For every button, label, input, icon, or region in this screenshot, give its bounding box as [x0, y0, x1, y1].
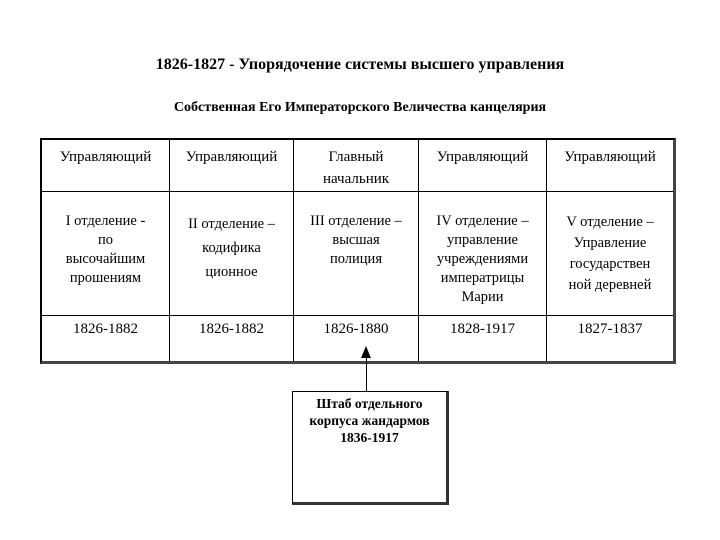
diagram-title: 1826-1827 - Упорядочение системы высшего управления — [155, 56, 565, 73]
connector-arrow-line — [366, 356, 367, 392]
departments-table — [40, 138, 676, 364]
gendarmes-hq-box: Штаб отдельного корпуса жандармов 1836-1917 — [292, 391, 449, 505]
head-col-3: Главный начальник — [322, 149, 390, 187]
dept-col-1: I отделение - по высочайшим прошениям — [65, 213, 146, 286]
years-col-5: 1827-1837 — [577, 321, 643, 337]
years-col-4: 1828-1917 — [450, 321, 515, 337]
head-col-5: Управляющий — [564, 149, 656, 165]
years-col-1: 1826-1882 — [73, 321, 138, 337]
chancellery-title: Собственная Его Императорского Величества канцелярия — [173, 100, 547, 115]
head-col-2: Управляющий — [185, 149, 278, 165]
head-col-1: Управляющий — [59, 149, 152, 165]
row-divider — [42, 191, 673, 192]
head-col-4: Управляющий — [436, 149, 529, 165]
dept-col-5: V отделение – Управление государствен ной деревней — [566, 214, 654, 293]
years-col-3: 1826-1880 — [323, 321, 389, 337]
dept-col-2: II отделение – кодифика ционное — [188, 216, 275, 280]
years-col-2: 1826-1882 — [199, 321, 264, 337]
dept-col-4: IV отделение – управление учреждениями императрицы Марии — [436, 213, 529, 305]
arrow-up-icon — [361, 346, 371, 358]
row-divider — [42, 315, 673, 316]
dept-col-3: III отделение – высшая полиция — [310, 213, 402, 267]
